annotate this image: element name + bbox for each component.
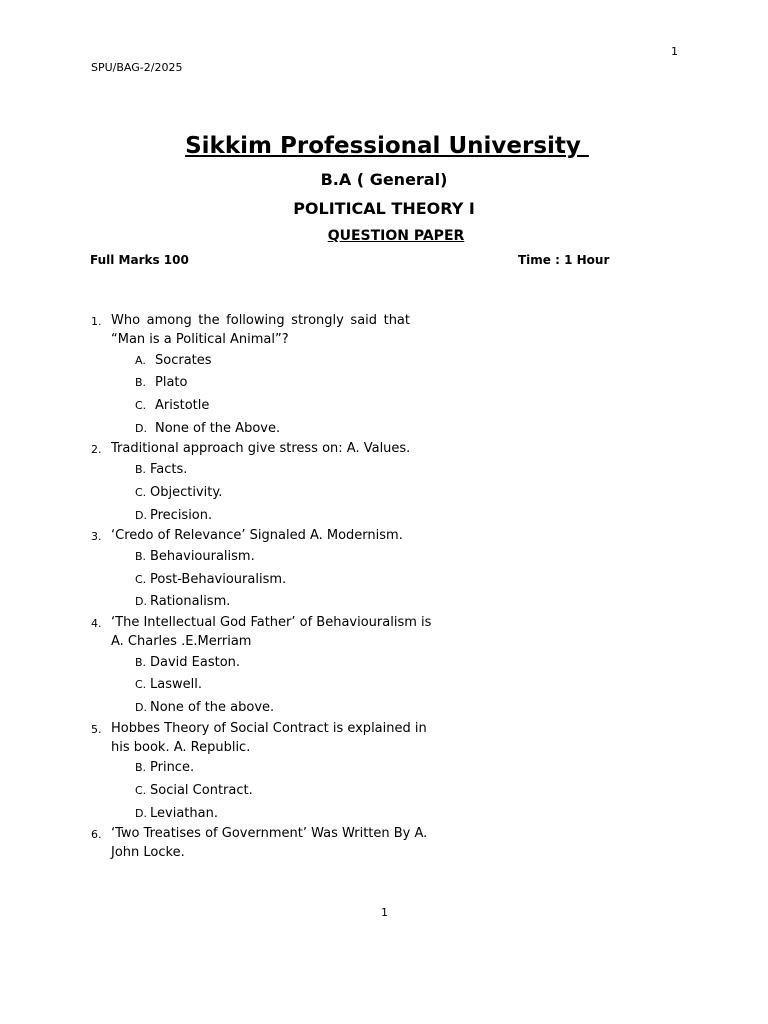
option-text: Plato <box>155 375 188 391</box>
question-item <box>91 312 451 350</box>
option-item <box>91 803 451 826</box>
exam-time: Time : 1 Hour <box>518 253 610 267</box>
option-text: Laswell. <box>150 677 202 693</box>
option-letter: B. <box>135 376 147 390</box>
option-text: Objectivity. <box>150 484 223 500</box>
document-code: SPU/BAG-2/2025 <box>91 61 183 74</box>
question-number: 4. <box>91 617 102 631</box>
question-text: Who among the following strongly said that “Man is a Political Animal”? <box>111 313 410 347</box>
option-letter: C. <box>135 485 147 499</box>
option-item <box>91 372 451 395</box>
question-item <box>91 614 451 652</box>
option-text: None of the Above. <box>155 420 281 436</box>
option-letter: B. <box>135 655 147 669</box>
option-letter: D. <box>135 508 147 522</box>
university-title: Sikkim Professional University <box>185 133 589 159</box>
option-item <box>91 482 451 505</box>
question-paper-label: QUESTION PAPER <box>327 228 465 244</box>
question-number: 1. <box>91 315 102 328</box>
question-item <box>91 720 451 758</box>
option-letter: C. <box>135 572 147 586</box>
option-letter: B. <box>135 550 147 563</box>
option-text: Precision. <box>150 507 213 523</box>
option-item <box>91 652 451 675</box>
option-item <box>91 591 451 614</box>
option-letter: B. <box>135 463 147 477</box>
option-text: Post-Behaviouralism. <box>150 571 287 587</box>
option-letter: C. <box>135 678 147 692</box>
question-text: Hobbes Theory of Social Contract is explained in his book. A. Republic. <box>111 720 427 755</box>
question-text: ‘Two Treatises of Government’ Was Written By A. John Locke. <box>111 826 428 861</box>
question-item <box>91 440 451 459</box>
option-text: David Easton. <box>150 654 241 670</box>
question-number: 5. <box>91 722 102 736</box>
option-item <box>91 459 451 482</box>
programme-subtitle: B.A ( General) <box>320 170 448 189</box>
option-item <box>91 757 451 780</box>
option-text: Leviathan. <box>150 805 218 821</box>
question-text: Traditional approach give stress on: A. Values. <box>111 441 411 457</box>
option-item <box>91 505 451 528</box>
option-item <box>91 546 451 569</box>
option-letter: C. <box>135 398 147 412</box>
page-number-top: 1 <box>671 45 678 58</box>
option-item <box>91 395 451 418</box>
option-letter: A. <box>135 353 146 367</box>
option-letter: D. <box>135 421 147 435</box>
option-text: Rationalism. <box>150 594 231 610</box>
option-text: Aristotle <box>155 397 210 413</box>
option-text: Behaviouralism. <box>150 549 255 564</box>
option-item <box>91 780 451 803</box>
question-text: ‘The Intellectual God Father’ of Behaviouralism is A. Charles .E.Merriam <box>111 615 432 649</box>
question-item <box>91 825 451 863</box>
option-letter: C. <box>135 784 147 797</box>
option-item <box>91 697 451 720</box>
option-letter: D. <box>135 595 147 609</box>
question-number: 2. <box>91 443 102 457</box>
option-text: None of the above. <box>150 700 275 716</box>
option-letter: B. <box>135 761 147 775</box>
question-number: 6. <box>91 828 102 842</box>
question-list <box>91 312 451 863</box>
course-title: POLITICAL THEORY I <box>293 199 475 218</box>
question-text: ‘Credo of Relevance’ Signaled A. Modernism. <box>111 528 403 544</box>
option-text: Social Contract. <box>150 783 253 798</box>
option-letter: D. <box>135 806 147 820</box>
question-item <box>91 527 451 546</box>
option-item <box>91 418 451 441</box>
page-number-bottom: 1 <box>381 906 388 919</box>
question-number: 3. <box>91 530 102 544</box>
option-text: Facts. <box>150 462 188 478</box>
option-letter: D. <box>135 701 147 715</box>
option-item <box>91 674 451 697</box>
option-text: Prince. <box>150 760 195 776</box>
option-item <box>91 569 451 592</box>
option-item <box>91 350 451 373</box>
full-marks: Full Marks 100 <box>90 253 189 267</box>
option-text: Socrates <box>155 352 212 368</box>
